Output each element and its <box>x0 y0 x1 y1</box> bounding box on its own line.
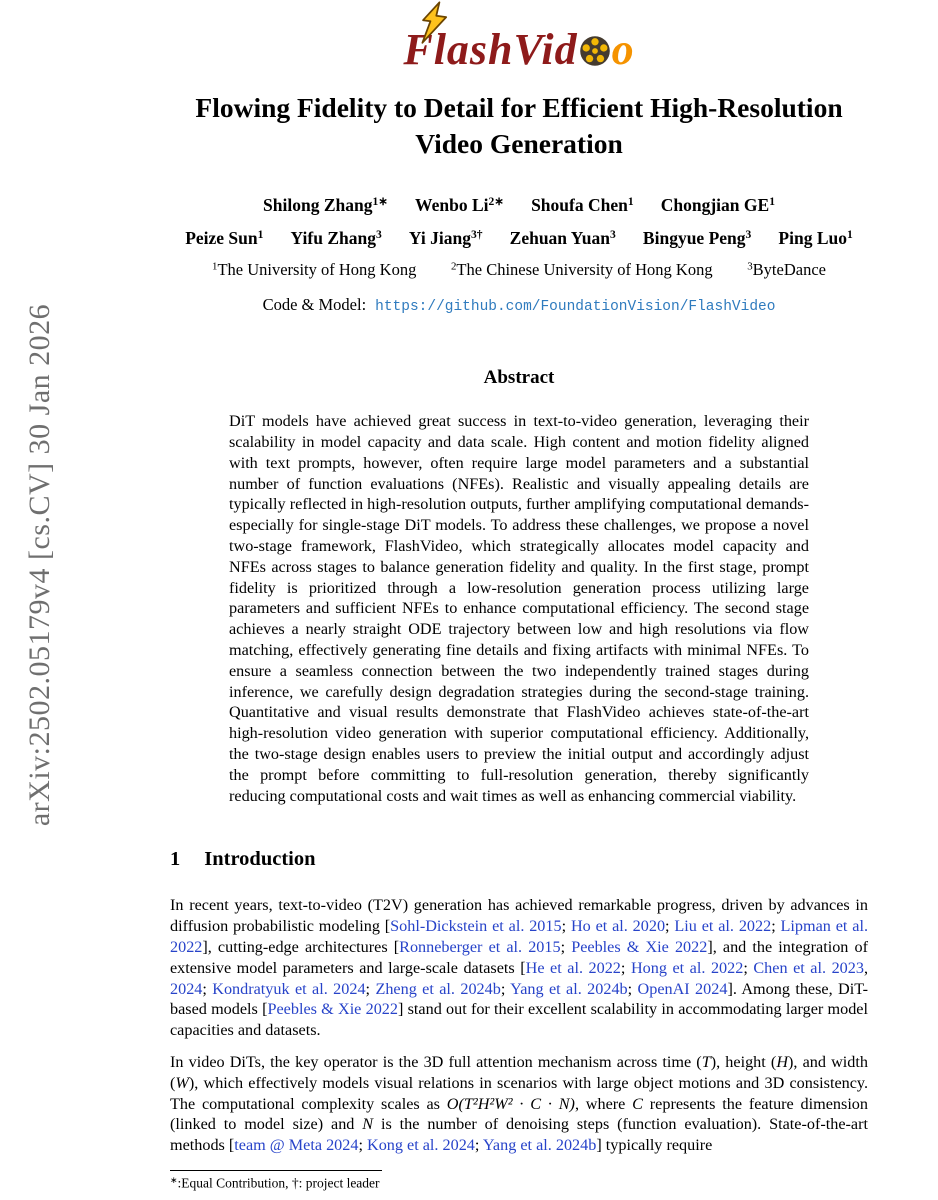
superscript: 3 <box>745 229 752 242</box>
authors-row-1 <box>170 194 868 216</box>
intro-paragraph-2 <box>170 1052 868 1156</box>
text-run: ; <box>358 1136 367 1155</box>
lightning-bolt-icon <box>419 0 449 46</box>
text-run: :Equal Contribution, †: project leader <box>177 1175 380 1191</box>
superscript: 2 <box>450 260 457 273</box>
math-var: H <box>776 1052 789 1071</box>
text-run: ), and width ( <box>170 1052 868 1092</box>
intro-paragraph-1 <box>170 895 868 1041</box>
citation-link[interactable]: OpenAI 2024 <box>637 979 728 998</box>
math-var: C <box>632 1094 643 1113</box>
citation-link[interactable]: Zheng et al. 2024b <box>375 979 501 998</box>
superscript: ∗ <box>170 1175 178 1185</box>
code-model-row <box>170 295 868 315</box>
section-number: 1 <box>170 848 181 871</box>
math-var: T <box>701 1052 711 1071</box>
superscript: 1 <box>627 195 634 208</box>
text-run: ], and the integration of extensive model parameters and large-scale datasets [ <box>170 938 868 977</box>
text-run: Yifu Zhang <box>290 228 376 249</box>
text-run: ] stand out for their excellent scalability in accommodating larger model capacities and datasets. <box>170 1000 868 1040</box>
superscript: 1 <box>212 260 218 273</box>
citation-link[interactable]: Yang et al. 2024b <box>510 979 628 998</box>
text-run: The University of Hong Kong <box>217 260 417 280</box>
text-run: ]. Among these, DiT-based models [ <box>170 979 868 1019</box>
text-run: ; <box>560 938 572 956</box>
citation-link[interactable]: Sohl-Dickstein et al. 2015 <box>390 917 562 936</box>
citation-link[interactable]: Liu et al. 2022 <box>674 917 772 936</box>
text-run: Peize Sun <box>185 228 258 249</box>
github-link[interactable]: https://github.com/FoundationVision/FlashVideo <box>375 299 776 316</box>
text-run: ; <box>500 979 511 998</box>
arxiv-watermark: arXiv:2502.05179v4 [cs.CV] 30 Jan 2026 <box>23 303 56 827</box>
citation-link[interactable]: Kong et al. 2024 <box>367 1136 475 1155</box>
logo-text-o: o <box>611 25 635 74</box>
text-run: Ping Luo <box>778 228 847 249</box>
superscript: 2∗ <box>488 195 504 208</box>
text-run: ; <box>365 979 376 998</box>
text-run: Shilong Zhang <box>263 194 373 215</box>
text-run: ; <box>202 979 213 998</box>
text-run: ; <box>620 958 631 977</box>
superscript: 1 <box>257 229 264 242</box>
authors-row-2 <box>170 228 868 249</box>
title-line1: Flowing Fidelity to Detail for Efficient High-Resolution <box>195 92 843 123</box>
text-run: Shoufa Chen <box>531 194 628 215</box>
paper-title <box>170 90 868 162</box>
text-run: Zehuan Yuan <box>509 228 611 249</box>
text-run: The Chinese University of Hong Kong <box>456 260 713 280</box>
flashvideo-logo <box>170 10 868 76</box>
superscript: 3† <box>470 229 483 242</box>
superscript: 1∗ <box>372 195 388 208</box>
abstract-text: DiT models have achieved great success in text-to-video generation, leveraging their scalability in model capacity and data scale. High content and motion fidelity aligned with text prompts, however, often require large model parameters and a substantial number of function evaluations (NFEs). Realistic and visually appealing details are typically reflected in high-resolution outputs, further amplifying computational demands-especially for single-stage DiT models. To address these challenges, we propose a novel two-stage framework, FlashVideo, which strategically allocates model capacity and NFEs across stages to balance generation fidelity and quality. In the first stage, prompt fidelity is prioritized through a low-resolution generation process utilizing large parameters and sufficient NFEs to enhance computational efficiency. The second stage achieves a nearly straight ODE trajectory between low and high resolutions via flow matching, effectively generating fine details and fixing artifacts with minimal NFEs. To ensure a seamless connection between the two independently trained stages during inference, we carefully design degradation strategies during the second-stage training. Quantitative and visual results demonstrate that FlashVideo achieves state-of-the-art high-resolution video generation with superior computational efficiency. Additionally, the two-stage design enables users to preview the initial output and accordingly adjust the prompt before committing to full-resolution generation, thereby significantly reducing computational costs and wait times as well as enhancing commercial viability. <box>229 412 809 805</box>
logo-text-main: FlashVid <box>403 25 578 74</box>
superscript: 3 <box>375 229 382 242</box>
abstract-heading: Abstract <box>483 367 555 389</box>
math-var: W <box>175 1073 189 1092</box>
text-run: ; <box>627 979 638 998</box>
superscript: 3 <box>747 260 753 273</box>
text-run: ; <box>665 917 675 936</box>
text-run: , where <box>574 1094 633 1113</box>
text-run: In video DiTs, the key operator is the 3D full attention mechanism across time ( <box>170 1052 702 1071</box>
text-run: ; <box>743 958 754 977</box>
text-run: Wenbo Li <box>415 194 489 215</box>
text-run: , <box>863 958 868 977</box>
citation-link[interactable]: 2024 <box>170 979 203 998</box>
citation-link[interactable]: Ronneberger et al. 2015 <box>399 938 561 956</box>
text-run: ] typically require <box>596 1136 713 1155</box>
citation-link[interactable]: Peebles & Xie 2022 <box>267 1000 398 1019</box>
text-run: In recent years, text-to-video (T2V) generation has achieved remarkable progress, driven by advances in diffusion probabilistic modeling [ <box>170 896 868 936</box>
text-run: ), which effectively models visual relations in scenarios with large object motions and 3D consistency. The computational complexity scales as <box>170 1073 868 1113</box>
superscript: 1 <box>847 229 853 242</box>
superscript: 3 <box>610 229 616 242</box>
citation-link[interactable]: He et al. 2022 <box>525 958 621 977</box>
text-run: ], cutting-edge architectures [ <box>202 938 400 956</box>
footnote-rule <box>170 1170 382 1171</box>
superscript: 1 <box>769 195 775 208</box>
text-run: Chongjian GE <box>660 194 770 215</box>
citation-link[interactable]: Chen et al. 2023 <box>753 958 864 977</box>
section-heading-introduction <box>170 848 868 871</box>
text-run: is the number of denoising steps (function evaluation). State-of-the-art methods [ <box>170 1115 868 1155</box>
paper-content <box>170 0 868 1156</box>
text-run: ByteDance <box>752 260 826 280</box>
section-title: Introduction <box>204 848 316 871</box>
text-run: ; <box>474 1136 483 1155</box>
text-run: ), height ( <box>710 1052 777 1071</box>
text-run: represents the feature dimension (linked to model size) and <box>170 1094 868 1134</box>
citation-link[interactable]: team @ Meta 2024 <box>234 1136 359 1155</box>
citation-link[interactable]: Lipman et al. 2022 <box>170 917 868 956</box>
footnote-text <box>170 1175 868 1191</box>
citation-link[interactable]: Yang et al. 2024b <box>482 1136 597 1155</box>
film-reel-icon <box>579 35 611 67</box>
text-run: Bingyue Peng <box>642 228 746 249</box>
math-expr: O(T²H²W² · C · N) <box>446 1094 575 1113</box>
text-run: Yi Jiang <box>408 228 471 249</box>
affiliations-row <box>170 260 868 280</box>
title-line2: Video Generation <box>415 127 623 159</box>
math-var: N <box>362 1115 374 1134</box>
code-model-label: Code & Model: <box>262 295 367 315</box>
citation-link[interactable]: Peebles & Xie 2022 <box>571 938 708 956</box>
logo-wrap <box>403 10 634 75</box>
text-run: ; <box>561 917 571 936</box>
citation-link[interactable]: Ho et al. 2020 <box>570 917 666 936</box>
text-run: ; <box>771 917 781 936</box>
citation-link[interactable]: Kondratyuk et al. 2024 <box>212 979 366 998</box>
citation-link[interactable]: Hong et al. 2022 <box>630 958 744 977</box>
footnote <box>170 1170 868 1191</box>
